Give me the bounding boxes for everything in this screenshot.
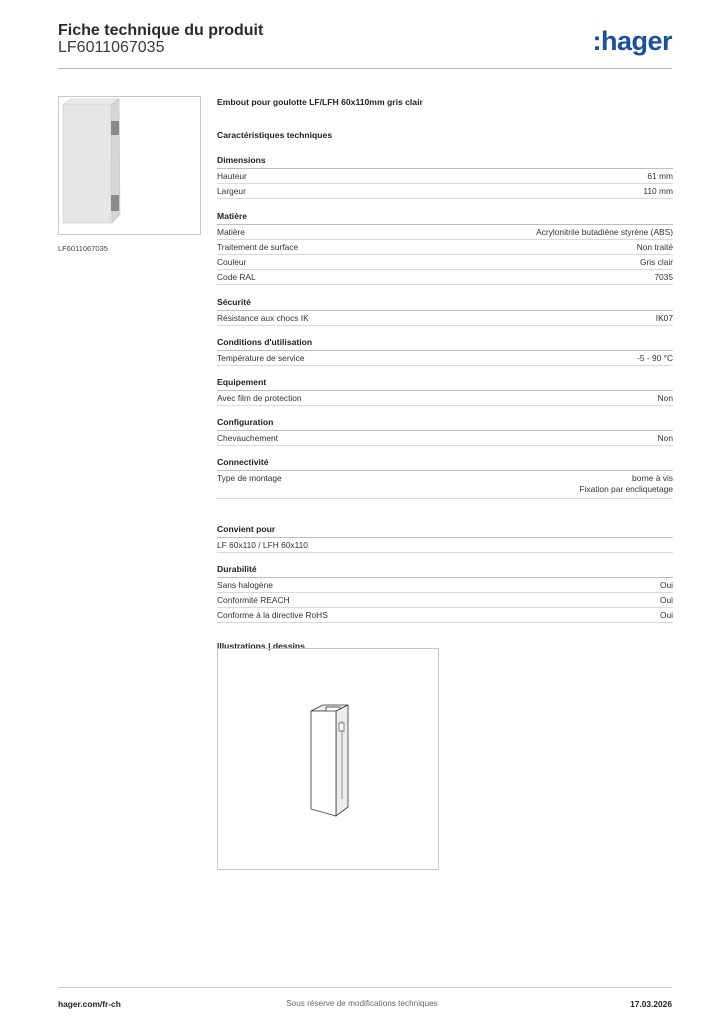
spec-value: IK07 [655, 313, 673, 323]
content-area [217, 97, 673, 651]
section-title: Convient pour [217, 523, 673, 538]
spec-label: Largeur [217, 186, 246, 196]
spec-label: Avec film de protection [217, 393, 302, 403]
product-thumbnail [58, 96, 201, 235]
spec-row [217, 593, 673, 608]
spec-row [217, 225, 673, 240]
spec-row [217, 471, 673, 499]
spec-row [217, 608, 673, 623]
spec-label: Matière [217, 227, 245, 237]
spec-value-line: borne à vis [632, 473, 673, 483]
spec-value: Non traité [636, 242, 673, 252]
spec-value-line: Fixation par encliquetage [579, 484, 673, 494]
spec-label: Couleur [217, 257, 247, 267]
tech-title: Caractéristiques techniques [217, 130, 333, 140]
spec-label: Type de montage [217, 473, 282, 483]
section-securite [217, 296, 673, 326]
section-configuration [217, 416, 673, 446]
spec-value: Non [657, 433, 673, 443]
footer-date: 17.03.2026 [630, 999, 672, 1009]
spec-value: -5 - 90 °C [637, 353, 673, 363]
spec-row [217, 538, 673, 553]
spec-label: Sans halogène [217, 580, 273, 590]
logo-mark: : [592, 26, 601, 56]
footer-disclaimer: Sous réserve de modifications techniques [286, 999, 438, 1008]
spec-label: Conformité REACH [217, 595, 290, 605]
section-matiere [217, 210, 673, 285]
page-title: Fiche technique du produit [58, 22, 264, 39]
spec-row [217, 184, 673, 199]
spec-value: 7035 [654, 272, 673, 282]
spec-label: Code RAL [217, 272, 256, 282]
section-title: Connectivité [217, 456, 673, 471]
spec-row [217, 578, 673, 593]
spec-value: 110 mm [643, 186, 673, 196]
section-convient [217, 523, 673, 553]
end-cap-drawing [218, 649, 438, 869]
spec-value: Acrylonitrile butadiène styrène (ABS) [536, 227, 673, 237]
section-equipement [217, 376, 673, 406]
section-title: Dimensions [217, 154, 673, 169]
section-title: Conditions d'utilisation [217, 336, 673, 351]
spec-label: Traitement de surface [217, 242, 299, 252]
spec-value: Non [657, 393, 673, 403]
spec-row [217, 169, 673, 184]
section-durabilite [217, 563, 673, 623]
spec-row [217, 431, 673, 446]
illustrations-title: Illustrations | dessins [217, 641, 305, 651]
section-title: Matière [217, 210, 673, 225]
spec-value: Oui [659, 595, 673, 605]
spec-row [217, 351, 673, 366]
section-title: Sécurité [217, 296, 673, 311]
hager-logo [592, 26, 672, 57]
spec-row [217, 240, 673, 255]
spec-value [579, 473, 673, 495]
section-dimensions [217, 154, 673, 199]
footer-website-link[interactable]: hager.com/fr-ch [58, 999, 121, 1009]
section-connectivite [217, 456, 673, 499]
spec-value: 61 mm [647, 171, 673, 181]
thumbnail-caption: LF6011067035 [58, 244, 108, 253]
footer-divider [58, 987, 672, 988]
spec-value: Gris clair [639, 257, 673, 267]
spec-label: Hauteur [217, 171, 247, 181]
section-title: Configuration [217, 416, 673, 431]
section-conditions [217, 336, 673, 366]
section-title: Durabilité [217, 563, 673, 578]
header-divider [58, 68, 672, 69]
spec-row [217, 391, 673, 406]
spec-label: Température de service [217, 353, 305, 363]
spec-row [217, 255, 673, 270]
spec-label: Résistance aux chocs IK [217, 313, 309, 323]
spec-row [217, 270, 673, 285]
spec-value: Oui [659, 610, 673, 620]
product-code: LF6011067035 [58, 39, 165, 56]
product-name: Embout pour goulotte LF/LFH 60x110mm gris clair [217, 97, 423, 107]
illustration-box [217, 648, 439, 870]
spec-row [217, 311, 673, 326]
spec-label: Chevauchement [217, 433, 278, 443]
spec-value: Oui [659, 580, 673, 590]
spec-label: LF 60x110 / LFH 60x110 [217, 540, 308, 550]
end-cap-image [59, 97, 200, 234]
spec-label: Conforme à la directive RoHS [217, 610, 328, 620]
section-title: Equipement [217, 376, 673, 391]
logo-text: hager [600, 26, 672, 56]
